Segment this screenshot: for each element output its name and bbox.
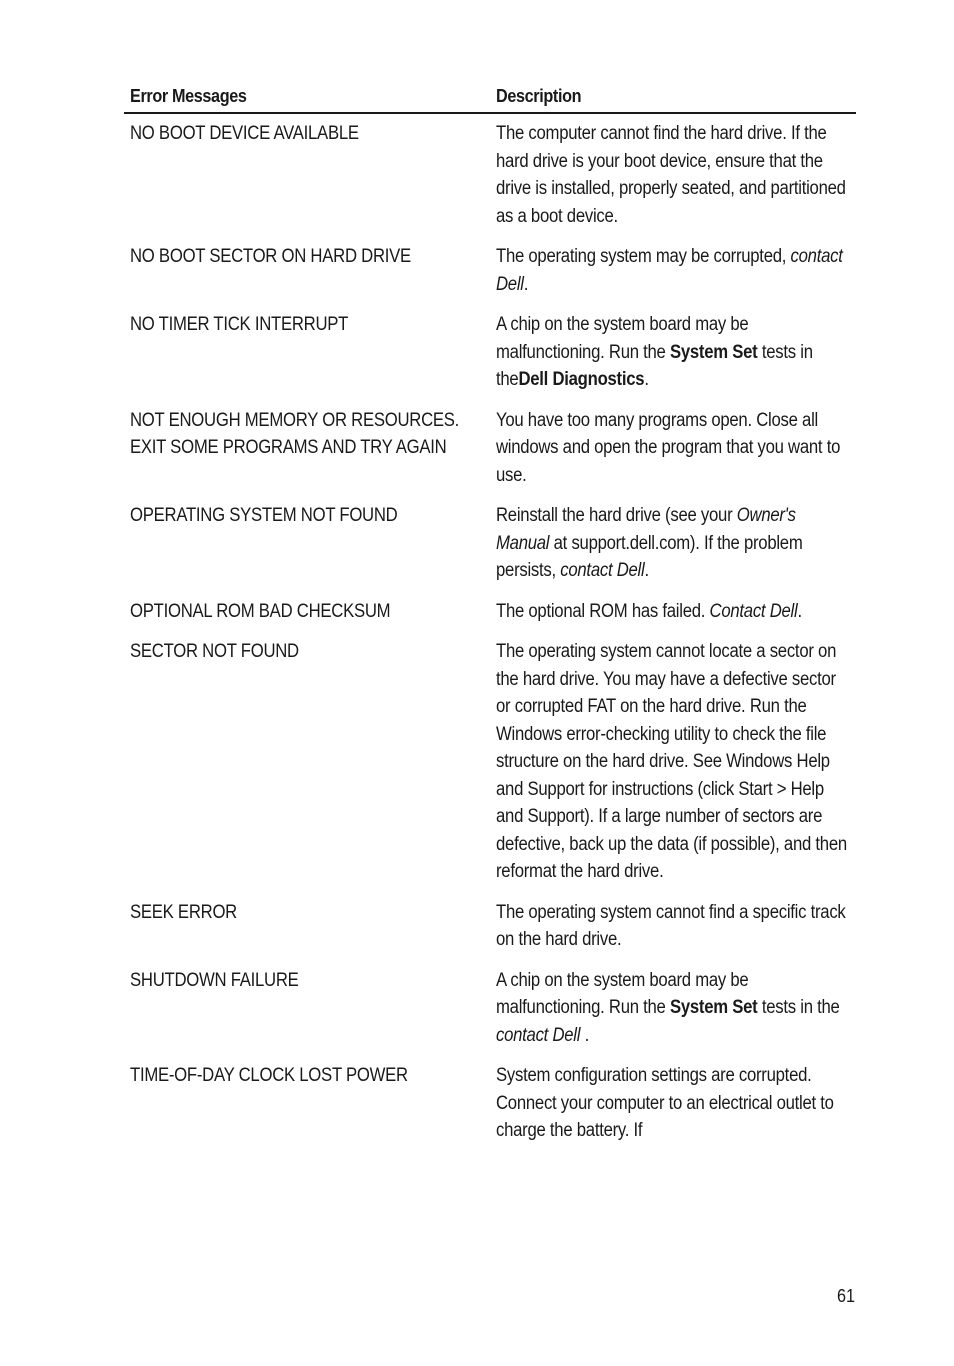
error-description: Reinstall the hard drive (see your Owner's Manual at support.dell.com). If the problem persists, contact Dell. xyxy=(496,505,803,581)
table-row xyxy=(124,1062,856,1145)
table-row xyxy=(124,967,856,1050)
error-message: OPERATING SYSTEM NOT FOUND xyxy=(130,505,398,526)
error-message: NOT ENOUGH MEMORY OR RESOURCES. EXIT SOME PROGRAMS AND TRY AGAIN xyxy=(130,409,460,458)
header-error-messages: Error Messages xyxy=(130,86,247,106)
error-messages-table xyxy=(124,86,856,1158)
contact-dell-link: contact Dell xyxy=(496,246,843,295)
error-description: The operating system may be corrupted, contact Dell. xyxy=(496,246,843,295)
error-message: SECTOR NOT FOUND xyxy=(130,641,299,662)
error-description: The computer cannot find the hard drive. If the hard drive is your boot device, ensure that the drive is installed, properly seated, and partitioned as a boot device. xyxy=(496,123,846,227)
table-row xyxy=(124,243,856,298)
error-message: NO TIMER TICK INTERRUPT xyxy=(130,314,349,335)
error-description: A chip on the system board may be malfunctioning. Run the System Set tests in the contact Dell . xyxy=(496,969,840,1046)
error-description: The optional ROM has failed. Contact Dell. xyxy=(496,600,802,622)
error-message: NO BOOT DEVICE AVAILABLE xyxy=(130,123,359,144)
table-row xyxy=(124,598,856,626)
table-row xyxy=(124,407,856,490)
table-row xyxy=(124,120,856,230)
error-message: OPTIONAL ROM BAD CHECKSUM xyxy=(130,600,391,622)
error-message: SEEK ERROR xyxy=(130,901,238,923)
error-description: The operating system cannot locate a sector on the hard drive. You may have a defective sector or corrupted FAT on the hard drive. Run the Windows error-checking utility to check the file structure on the hard drive. See Windows Help and Support for instructions (click Start > Help and Support). If a large number of sectors are defective, back up the data (if possible), and then reformat the hard drive. xyxy=(496,641,847,882)
error-description: System configuration settings are corrupted. Connect your computer to an electrical outlet to charge the battery. If xyxy=(496,1065,834,1141)
header-description: Description xyxy=(496,86,582,106)
error-description: A chip on the system board may be malfunctioning. Run the System Set tests in theDell Diagnostics. xyxy=(496,314,813,390)
table-row xyxy=(124,311,856,394)
page-number: 61 xyxy=(836,1286,855,1306)
error-description: The operating system cannot find a specific track on the hard drive. xyxy=(496,901,846,950)
table-header xyxy=(124,86,856,114)
error-description: You have too many programs open. Close all windows and open the program that you want to use. xyxy=(496,409,841,486)
table-row xyxy=(124,899,856,954)
error-message: NO BOOT SECTOR ON HARD DRIVE xyxy=(130,246,411,267)
error-message: SHUTDOWN FAILURE xyxy=(130,969,299,991)
error-message: TIME-OF-DAY CLOCK LOST POWER xyxy=(130,1065,408,1086)
table-row xyxy=(124,638,856,886)
table-row xyxy=(124,502,856,585)
